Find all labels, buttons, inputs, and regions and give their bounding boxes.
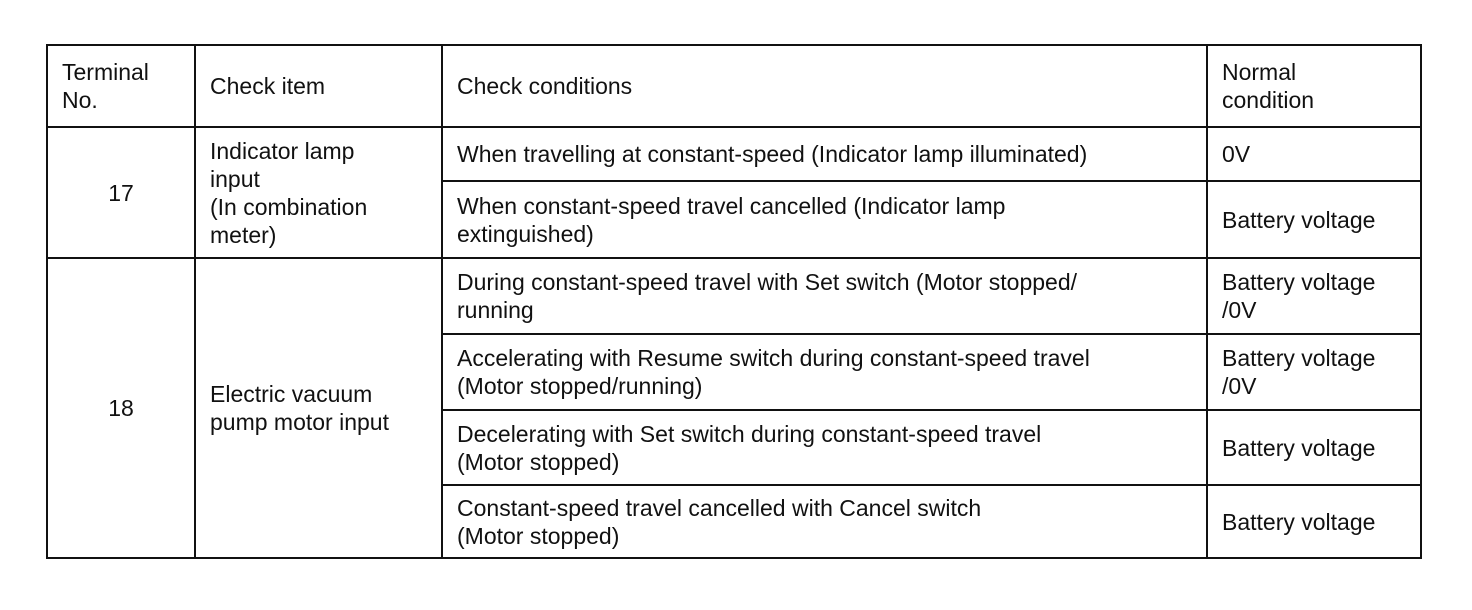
header-normal-condition: Normal condition: [1207, 45, 1421, 127]
check-condition: Accelerating with Resume switch during constant-speed travel (Motor stopped/running): [442, 334, 1207, 410]
header-terminal-no: Terminal No.: [47, 45, 195, 127]
table-row: [47, 127, 1421, 181]
check-condition: During constant-speed travel with Set switch (Motor stopped/ running: [442, 258, 1207, 334]
normal-condition: Battery voltage: [1207, 485, 1421, 558]
terminal-number: 18: [47, 258, 195, 558]
normal-condition: Battery voltage /0V: [1207, 334, 1421, 410]
normal-condition: 0V: [1207, 127, 1421, 181]
check-condition: When constant-speed travel cancelled (Indicator lamp extinguished): [442, 181, 1207, 258]
header-check-item: Check item: [195, 45, 442, 127]
terminal-check-table: [46, 44, 1422, 559]
terminal-number: 17: [47, 127, 195, 258]
check-item: Indicator lamp input (In combination meter): [195, 127, 442, 258]
check-condition: When travelling at constant-speed (Indicator lamp illuminated): [442, 127, 1207, 181]
check-condition: Constant-speed travel cancelled with Cancel switch (Motor stopped): [442, 485, 1207, 558]
table-row: [47, 258, 1421, 334]
header-row: [47, 45, 1421, 127]
normal-condition: Battery voltage /0V: [1207, 258, 1421, 334]
normal-condition: Battery voltage: [1207, 181, 1421, 258]
check-condition: Decelerating with Set switch during constant-speed travel (Motor stopped): [442, 410, 1207, 485]
header-check-conditions: Check conditions: [442, 45, 1207, 127]
normal-condition: Battery voltage: [1207, 410, 1421, 485]
check-item: Electric vacuum pump motor input: [195, 258, 442, 558]
